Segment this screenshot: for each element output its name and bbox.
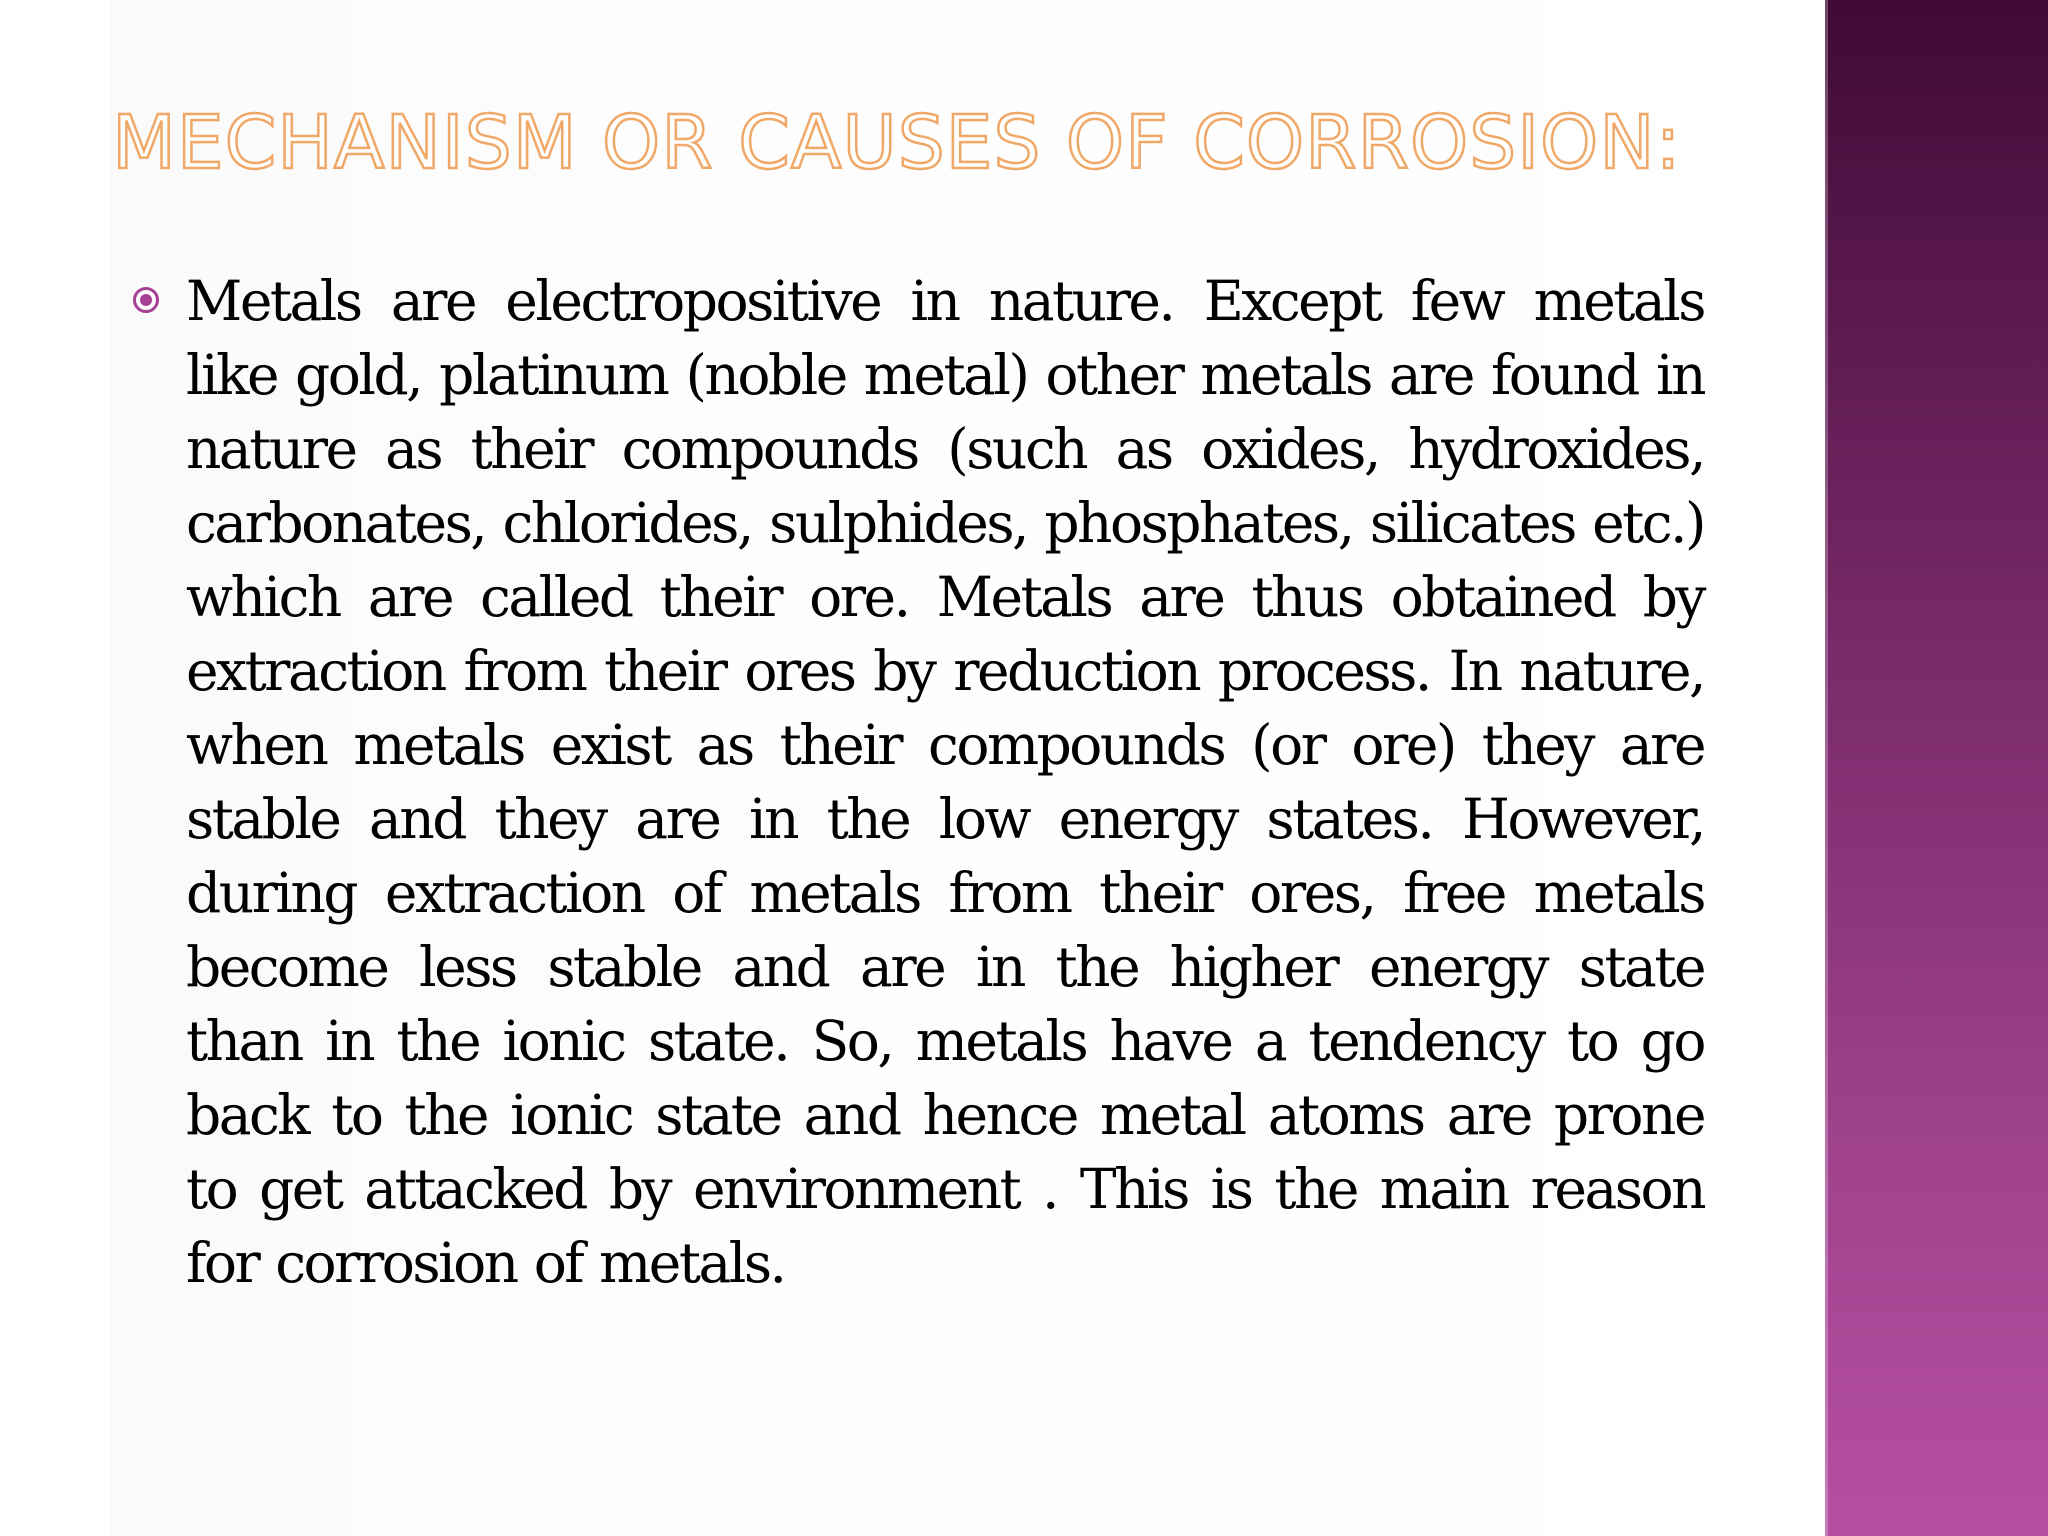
slide-title: MECHANISM OR CAUSES OF CORROSION:	[112, 100, 1682, 186]
target-bullet-icon	[132, 286, 160, 314]
decorative-sidebar	[1825, 0, 2048, 1536]
sidebar-edge	[1825, 0, 1828, 1536]
bullet-text: Metals are electropositive in nature. Except few metals like gold, platinum (noble metal) other metals are found in nature as their compounds (such as oxides, hydroxides, carbonates, chlorides, sulphides, phosphates, silicates etc.) which are called their ore. Metals are thus obtained by extraction from their ores by reduction process. In nature, when metals exist as their compounds (or ore) they are stable and they are in the low energy states. However, during extraction of metals from their ores, free metals become less stable and are in the higher energy state than in the ionic state. So, metals have a tendency to go back to the ionic state and hence metal atoms are prone to get attacked by environment . This is the main reason for corrosion of metals.	[186, 269, 1704, 1295]
